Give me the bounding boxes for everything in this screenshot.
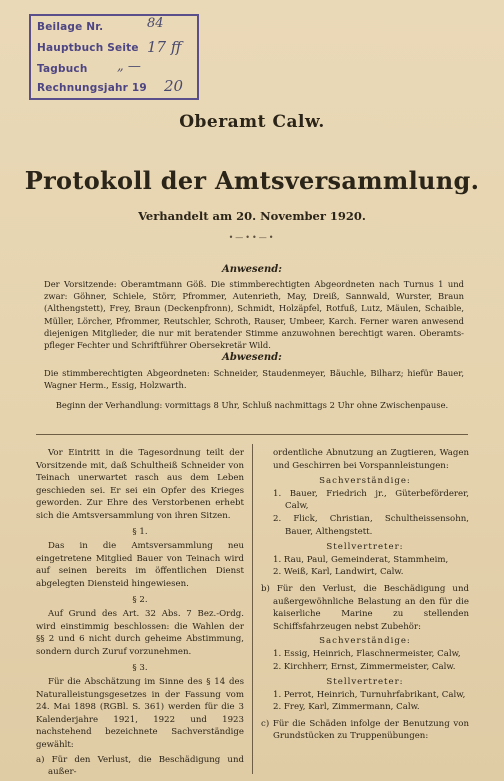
stamp-rechnungsjahr-value: 20 — [164, 77, 184, 95]
item-a-continuation: ordentliche Abnutzung an Zugtieren, Wagen und Geschirren bei Vorspannleistungen: — [273, 448, 469, 471]
item-c-text: c) Für die Schäden infolge der Benutzung von Grundstücken zu Truppenübungen: — [261, 718, 469, 742]
item-a-text: a) Für den Verlust, die Beschädigung und außer- — [36, 754, 244, 778]
section-1-text: Das in die Amtsversammlung neu eingetretene Mitglied Bauer von Teinach wird auf seinen bereits im öffentlichen Dienst abgelegten Diensteid hingewiesen. — [36, 541, 244, 589]
document-title: Protokoll der Amtsversammlung. — [24, 166, 480, 195]
present-heading: Anwesend: — [222, 264, 282, 275]
stamp-beilage-value: 84 — [147, 16, 164, 31]
session-time: Beginn der Verhandlung: vormittags 8 Uhr, Schluß nachmittags 2 Uhr ohne Zwischenpause. — [55, 400, 449, 410]
right-column — [261, 447, 469, 743]
stamp-beilage-label: Beilage Nr. — [37, 21, 104, 33]
deputy-a-1: 1. Rau, Paul, Gemeinderat, Stammheim, — [273, 554, 449, 565]
registry-stamp — [29, 14, 199, 100]
deputies-heading-b: Stellvertreter: — [326, 677, 404, 688]
stamp-rechnungsjahr-label: Rechnungsjahr 19 — [37, 82, 147, 94]
expert-b-2: 2. Kirchherr, Ernst, Zimmermeister, Calw. — [273, 661, 456, 672]
paragraph-opening: Vor Eintritt in die Tagesordnung teilt der Vorsitzende mit, daß Schultheiß Schneider von Teinach unerwartet rasch aus dem Leben geschieden sei. Er sei ein Opfer des Krieges geworden. Zur Ehre des Verstorbenen erhebt sich die Amtsversammlung von ihren Sitzen. — [36, 448, 244, 521]
item-b-text: b) Für den Verlust, die Beschädigung und außergewöhnliche Belastung an den für die kaiserliche Marine zu stellenden Schiffsfahrzeugen nebst Zubehör: — [261, 583, 469, 632]
section-1-heading: § 1. — [132, 526, 148, 537]
present-paragraph: Der Vorsitzende: Oberamtmann Göß. Die stimmberechtigten Abgeordneten nach Turnus 1 und zwar: Göhner, Schiele, Störr, Pfrommer, Autenrieth, May, Dreiß, Sannwald, Wurster, Braun (Althengstett), Frey, Braun (Deckenpfronn), Schmidt, Holzäpfel, Rotfuß, Lutz, Mäulen, Schaible, Müller, Lörcher, Pfrommer, Reutschler, Schroth, Rauser, Umbeer, Karch. Ferner waren anwesend diejenigen Mitglieder, die nur mit beratender Stimme anzuwohnen berechtigt waren. Oberamtspfleger Fechter und Schriftführer Obersekretär Wild. — [44, 279, 464, 351]
section-2-heading: § 2. — [132, 594, 148, 605]
deputy-b-2: 2. Frey, Karl, Zimmermann, Calw. — [273, 702, 420, 713]
section-3-text: Für die Abschätzung im Sinne des § 14 des Naturalleistungsgesetzes in der Fassung vom 24. Mai 1898 (RGBl. S. 361) werden für die 3 Kalenderjahre 1921, 1922 und 1923 nachstehend bezeichnete Sachverständige gewählt: — [36, 677, 244, 751]
deputies-heading-a: Stellvertreter: — [326, 542, 404, 553]
deputy-b-1: 1. Perrot, Heinrich, Turnuhrfabrikant, Calw, — [273, 689, 466, 700]
absent-paragraph: Die stimmberechtigten Abgeordneten: Schneider, Staudenmeyer, Bäuchle, Bilharz; hiefür Bauer, Wagner Herm., Essig, Holzwarth. — [44, 368, 464, 391]
stamp-tagbuch-value: „ — — [117, 59, 141, 74]
experts-heading-a: Sachverständige: — [319, 476, 411, 487]
column-divider — [252, 444, 253, 774]
expert-a-1: 1. Bauer, Friedrich jr., Güterbeförderer, Calw, — [273, 488, 469, 512]
left-column — [36, 447, 244, 779]
section-2-text: Auf Grund des Art. 32 Abs. 7 Bez.-Ordg. wird einstimmig beschlossen: die Wahlen der §§ 2 und 6 nicht durch geheime Abstimmung, sondern durch Zuruf vorzunehmen. — [36, 609, 244, 657]
session-date: Verhandelt am 20. November 1920. — [138, 209, 366, 223]
deputy-a-2: 2. Weiß, Karl, Landwirt, Calw. — [273, 567, 404, 578]
ornament-divider: •—••—• — [228, 233, 276, 242]
authority-heading: Oberamt Calw. — [179, 112, 325, 132]
horizontal-rule — [36, 434, 468, 435]
section-3-heading: § 3. — [132, 662, 148, 673]
absent-heading: Abwesend: — [222, 352, 282, 363]
stamp-hauptbuch-label: Hauptbuch Seite — [37, 42, 139, 54]
experts-heading-b: Sachverständige: — [319, 636, 411, 647]
stamp-tagbuch-label: Tagbuch — [37, 63, 88, 75]
stamp-hauptbuch-value: 17 ff — [147, 38, 182, 56]
expert-a-2: 2. Flick, Christian, Schultheissensohn, Bauer, Althengstett. — [273, 513, 469, 537]
expert-b-1: 1. Essig, Heinrich, Flaschnermeister, Calw, — [273, 648, 461, 659]
